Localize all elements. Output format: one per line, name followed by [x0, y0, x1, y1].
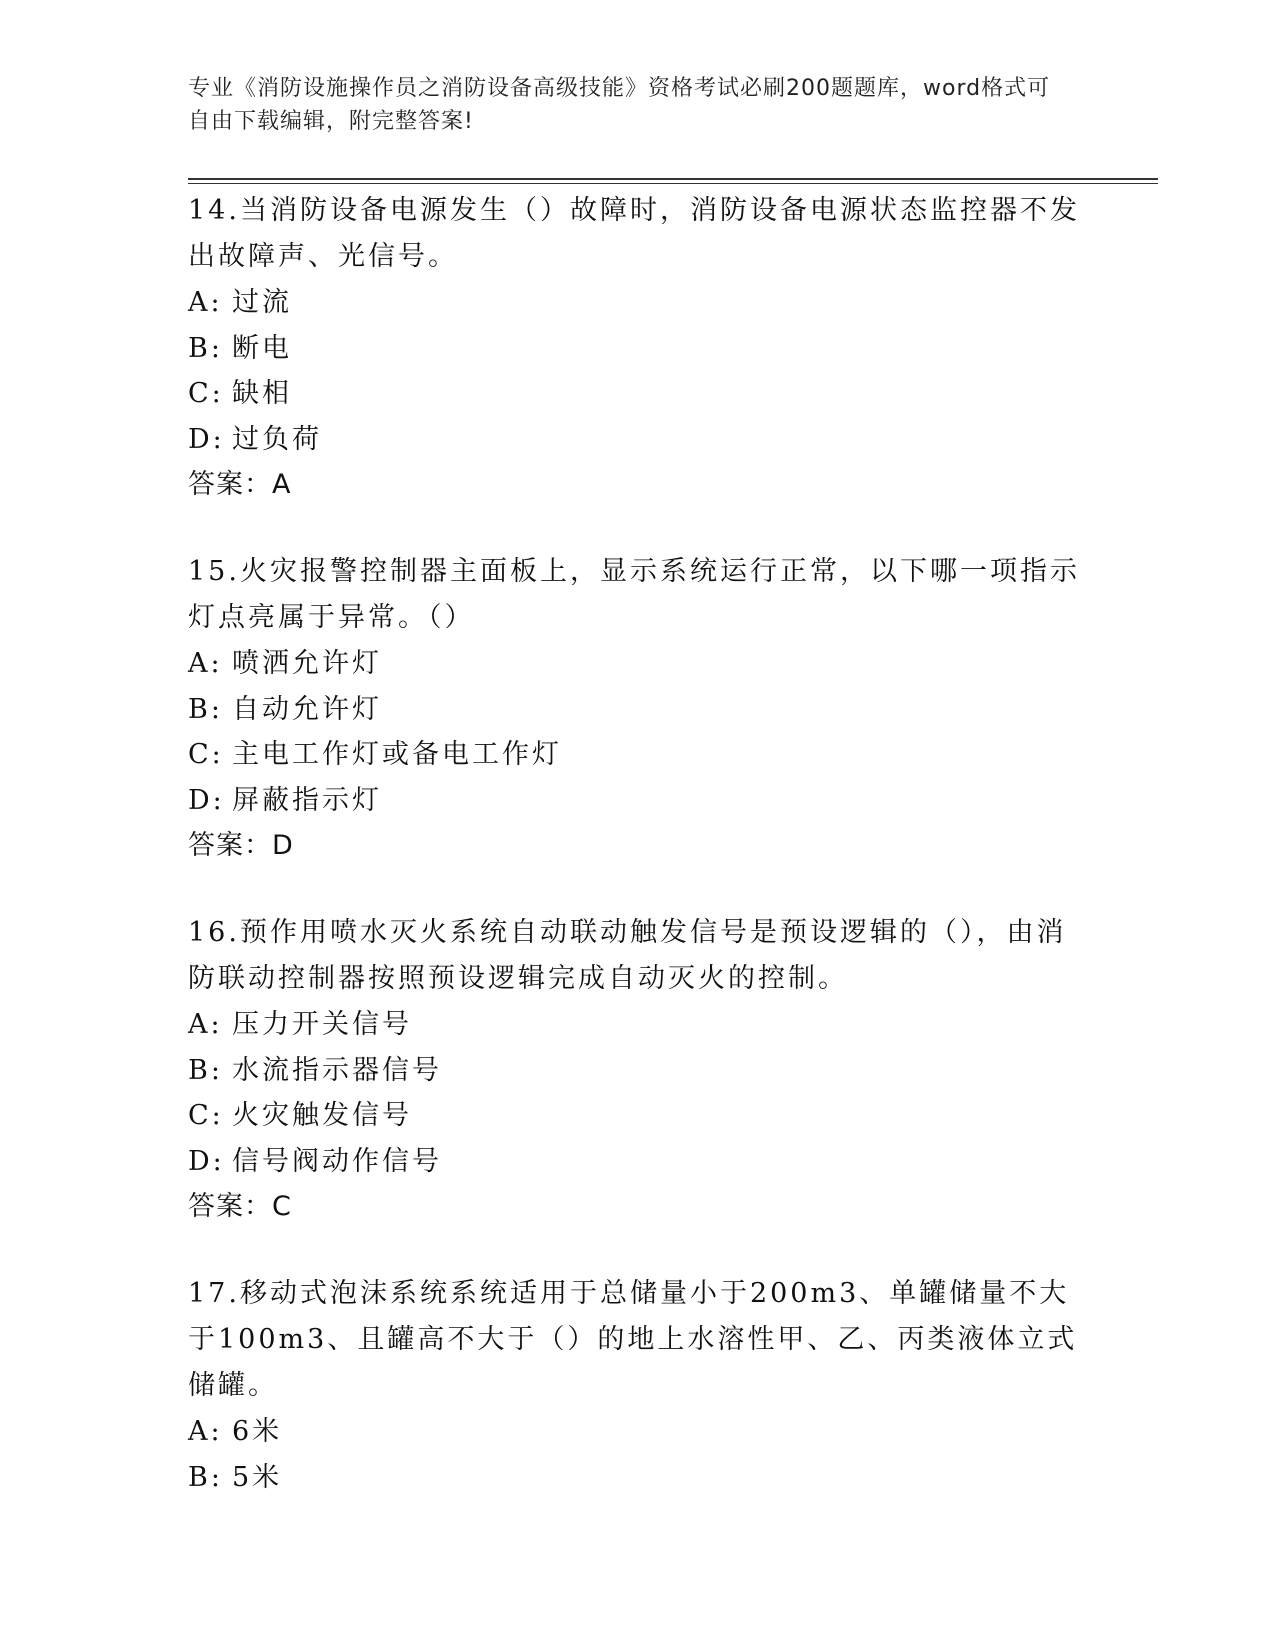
question-stem: 17.移动式泡沫系统系统适用于总储量小于200m3、单罐储量不大于100m3、且罐高不大于（）的地上水溶性甲、乙、丙类液体立式储罐。: [188, 1278, 1078, 1401]
option-text: 自动允许灯: [232, 693, 382, 725]
option-key: B:: [188, 1461, 223, 1493]
question-16: [188, 910, 1088, 1230]
option-a: [188, 1409, 1088, 1455]
option-text: 断电: [232, 332, 292, 364]
option-a: [188, 280, 1088, 326]
option-key: C:: [188, 378, 224, 409]
option-key: D:: [188, 784, 225, 816]
option-key: C:: [188, 739, 224, 770]
option-text: 6米: [232, 1416, 283, 1447]
option-b: [188, 326, 1088, 372]
option-list: [188, 1002, 1088, 1184]
option-text: 缺相: [232, 378, 292, 409]
option-d: [188, 417, 1088, 463]
option-text: 压力开关信号: [232, 1009, 412, 1040]
option-text: 5米: [232, 1461, 283, 1493]
option-key: A:: [188, 648, 223, 679]
answer-line: 答案：D: [188, 830, 294, 861]
option-key: B:: [188, 332, 223, 364]
option-text: 喷洒允许灯: [232, 648, 382, 679]
option-list: [188, 641, 1088, 823]
option-key: D:: [188, 423, 225, 455]
option-c: [188, 1093, 1088, 1139]
question-15: [188, 549, 1088, 869]
option-text: 屏蔽指示灯: [232, 784, 382, 816]
option-key: B:: [188, 693, 223, 725]
header-divider-thick: [188, 178, 1158, 180]
option-text: 火灾触发信号: [232, 1100, 412, 1131]
question-list: [188, 188, 1088, 1541]
option-b: [188, 1048, 1088, 1094]
question-17: [188, 1271, 1088, 1500]
option-list: [188, 280, 1088, 462]
option-key: A:: [188, 287, 223, 318]
option-key: B:: [188, 1054, 223, 1086]
option-d: [188, 1139, 1088, 1185]
option-key: C:: [188, 1100, 224, 1131]
option-d: [188, 778, 1088, 824]
answer-line: 答案：C: [188, 1191, 292, 1222]
option-c: [188, 371, 1088, 417]
option-a: [188, 1002, 1088, 1048]
question-stem: 15.火灾报警控制器主面板上，显示系统运行正常，以下哪一项指示灯点亮属于异常。（）: [188, 556, 1080, 633]
option-key: A:: [188, 1009, 223, 1040]
option-text: 主电工作灯或备电工作灯: [232, 739, 562, 770]
option-text: 过负荷: [232, 423, 322, 455]
answer-line: 答案：A: [188, 469, 292, 500]
option-b: [188, 687, 1088, 733]
option-key: D:: [188, 1145, 225, 1177]
question-stem: 16.预作用喷水灭火系统自动联动触发信号是预设逻辑的（），由消防联动控制器按照预设逻辑完成自动灭火的控制。: [188, 917, 1067, 994]
option-c: [188, 732, 1088, 778]
option-list: [188, 1409, 1088, 1500]
question-stem: 14.当消防设备电源发生（）故障时，消防设备电源状态监控器不发出故障声、光信号。: [188, 195, 1080, 272]
option-text: 过流: [232, 287, 292, 318]
document-header: 专业《消防设施操作员之消防设备高级技能》资格考试必刷200题题库，word格式可自由下载编辑，附完整答案!: [188, 76, 1051, 134]
option-text: 信号阀动作信号: [232, 1145, 442, 1177]
option-key: A:: [188, 1416, 223, 1447]
option-text: 水流指示器信号: [232, 1054, 442, 1086]
option-b: [188, 1455, 1088, 1501]
option-a: [188, 641, 1088, 687]
question-14: [188, 188, 1088, 508]
header-divider-thin: [188, 183, 1158, 184]
